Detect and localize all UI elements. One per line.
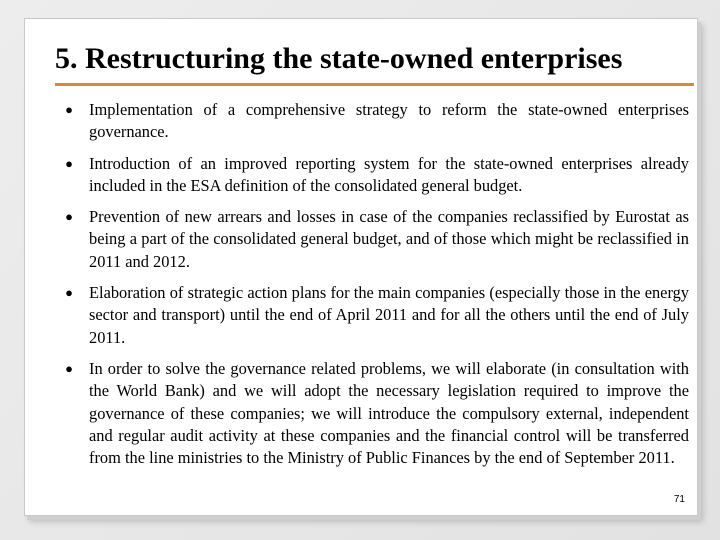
bullet-text: Introduction of an improved reporting system for the state-owned enterprises already included in the ESA definition of the consolidated general budget. [89, 153, 689, 195]
slide [24, 18, 698, 516]
bullet-text: In order to solve the governance related problems, we will elaborate (in consultation with the World Bank) and we will adopt the necessary legislation required to improve the governance of these companies; we will introduce the compulsory external, independent and regular audit activity at these companies and the financial control will be transferred from the line ministries to the Ministry of Public Finances by the end of September 2011. [89, 358, 689, 468]
bullet-item [53, 99, 689, 144]
bullet-dot-icon: ● [65, 102, 73, 117]
slide-title: 5. Restructuring the state-owned enterprises [55, 42, 623, 75]
bullet-dot-icon: ● [65, 285, 73, 301]
bullet-dot-icon: ● [65, 360, 73, 376]
title-underline [55, 83, 694, 86]
bullet-text: Implementation of a comprehensive strategy to reform the state-owned enterprises governance. [89, 100, 689, 142]
bullet-text: Elaboration of strategic action plans for the main companies (especially those in the energy sector and transport) until the end of April 2011 and for all the others until the end of July 2011. [89, 283, 689, 347]
bullet-dot-icon: ● [65, 209, 73, 225]
bullet-dot-icon: ● [65, 155, 73, 171]
bullet-item [53, 153, 689, 198]
bullet-item [53, 358, 689, 469]
bullet-item [53, 206, 689, 273]
bullet-text: Prevention of new arrears and losses in case of the companies reclassified by Eurostat as being a part of the consolidated general budget, and of those which might be reclassified in 2011 and 2012. [89, 207, 689, 271]
page-number: 71 [673, 494, 685, 505]
bullet-list [53, 99, 689, 478]
bullet-item [53, 282, 689, 349]
